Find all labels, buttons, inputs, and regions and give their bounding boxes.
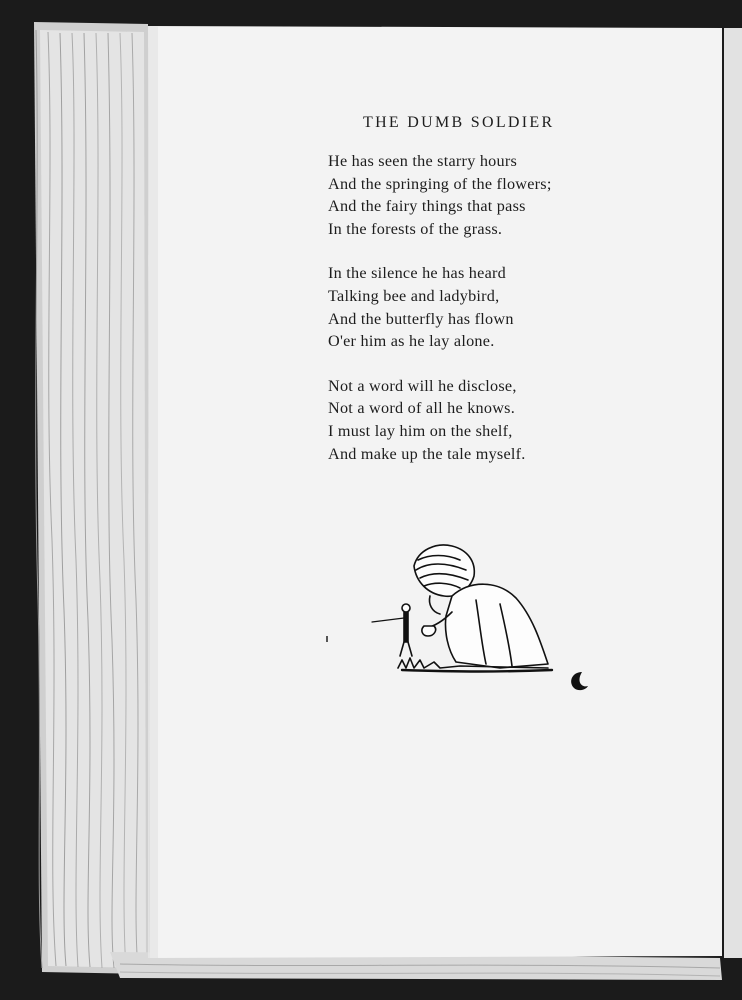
- stanza: [328, 262, 552, 352]
- poem: [328, 150, 552, 487]
- poem-line: In the forests of the grass.: [328, 219, 503, 238]
- poem-line: And the springing of the flowers;: [328, 174, 552, 193]
- poem-line: Talking bee and ladybird,: [328, 286, 500, 305]
- poem-line: And the fairy things that pass: [328, 197, 526, 216]
- running-head: THE DUMB SOLDIER: [363, 114, 555, 131]
- poem-line: And make up the tale myself.: [328, 444, 526, 463]
- poem-line: Not a word will he disclose,: [328, 376, 517, 395]
- poem-line: I must lay him on the shelf,: [328, 421, 513, 440]
- stanza: [328, 375, 552, 465]
- poem-line: O'er him as he lay alone.: [328, 332, 495, 351]
- poem-line: He has seen the starry hours: [328, 152, 518, 170]
- stanza: [328, 150, 552, 240]
- poem-line: Not a word of all he knows.: [328, 399, 516, 418]
- poem-line: In the silence he has heard: [328, 264, 506, 283]
- poem-line: And the butterfly has flown: [328, 309, 514, 328]
